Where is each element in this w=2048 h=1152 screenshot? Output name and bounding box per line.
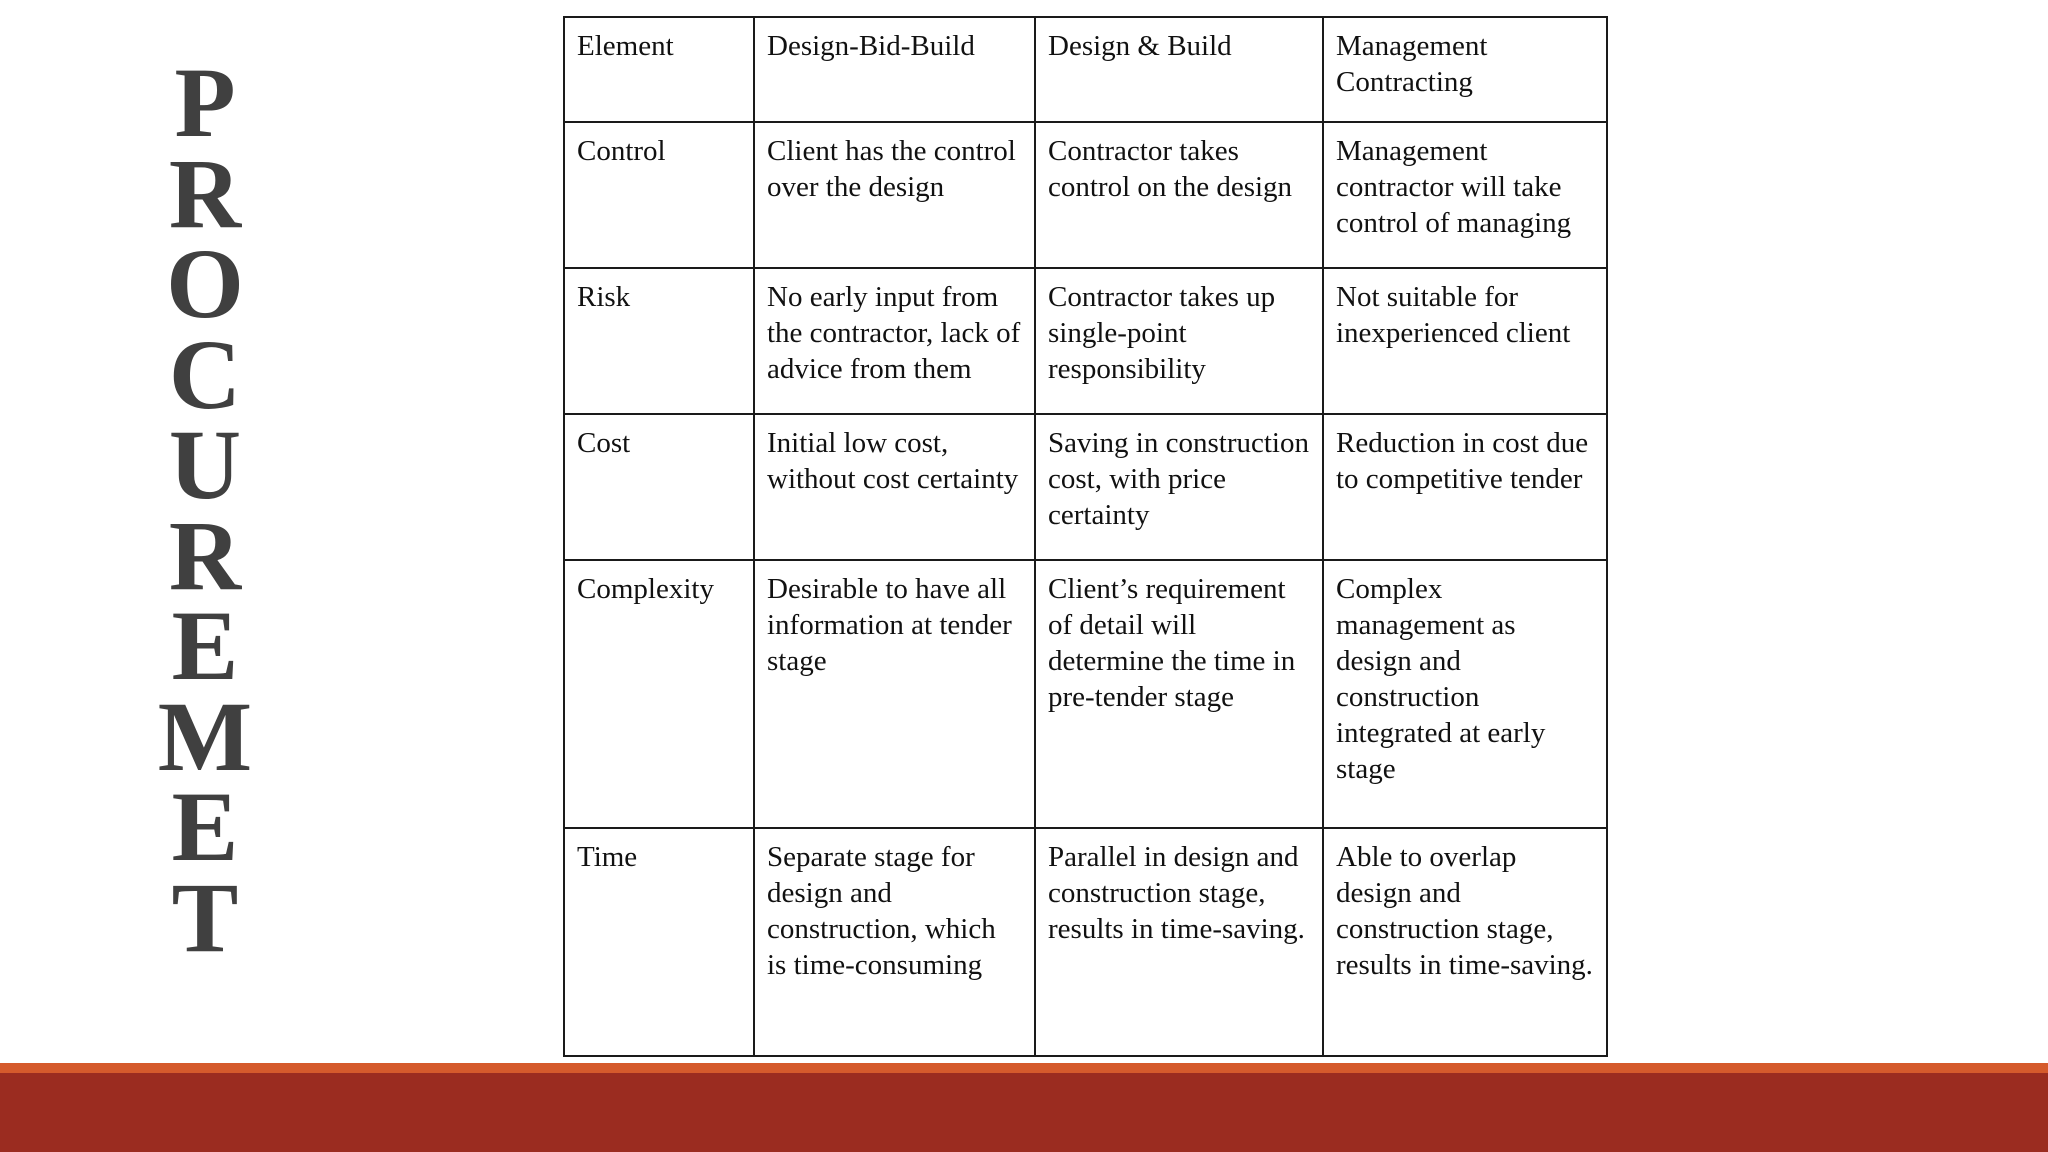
table-cell: Desirable to have all information at tender stage [754, 560, 1035, 828]
row-label: Control [564, 122, 754, 268]
procurement-comparison-table [563, 16, 1608, 1057]
header-cell-design-bid-build: Design-Bid-Build [754, 17, 1035, 122]
table-cell: Management contractor will take control of managing [1323, 122, 1607, 268]
table-row-cost [564, 414, 1607, 560]
title-letter: P [174, 47, 236, 158]
footer-bar [0, 1073, 2048, 1152]
header-cell-management-contracting: Management Contracting [1323, 17, 1607, 122]
row-label: Risk [564, 268, 754, 414]
title-letter: R [168, 499, 242, 611]
table-cell: Reduction in cost due to competitive tender [1323, 414, 1607, 560]
row-label: Time [564, 828, 754, 1056]
table-row-complexity [564, 560, 1607, 828]
table-cell: Separate stage for design and construction, which is time-consuming [754, 828, 1035, 1056]
title-letter: U [168, 409, 242, 520]
table-cell: Contractor takes control on the design [1035, 122, 1323, 268]
title-letter: T [171, 861, 239, 973]
table-cell: Contractor takes up single-point responsibility [1035, 268, 1323, 414]
footer-accent-line [0, 1063, 2048, 1073]
title-letter: C [168, 318, 242, 430]
row-label: Cost [564, 414, 754, 560]
table-cell: Client’s requirement of detail will determine the time in pre-tender stage [1035, 560, 1323, 828]
table-cell: Client has the control over the design [754, 122, 1035, 268]
title-letter: O [166, 228, 244, 339]
header-cell-design-build: Design & Build [1035, 17, 1323, 122]
table-cell: Saving in construction cost, with price certainty [1035, 414, 1323, 560]
table-cell: Parallel in design and construction stage, results in time-saving. [1035, 828, 1323, 1056]
title-letter: M [157, 680, 253, 792]
table-row-risk [564, 268, 1607, 414]
title-letter: E [171, 590, 239, 701]
table-cell: Not suitable for inexperienced client [1323, 268, 1607, 414]
table-cell: Complex management as design and construction integrated at early stage [1323, 560, 1607, 828]
table-row-time [564, 828, 1607, 1056]
table-header-row [564, 17, 1607, 122]
title-letter: R [168, 137, 242, 249]
header-cell-element: Element [564, 17, 754, 122]
table-row-control [564, 122, 1607, 268]
row-label: Complexity [564, 560, 754, 828]
slide-title [140, 47, 270, 973]
table-cell: No early input from the contractor, lack of advice from them [754, 268, 1035, 414]
table-cell: Able to overlap design and construction stage, results in time-saving. [1323, 828, 1607, 1056]
title-letter: E [171, 771, 239, 882]
table-cell: Initial low cost, without cost certainty [754, 414, 1035, 560]
